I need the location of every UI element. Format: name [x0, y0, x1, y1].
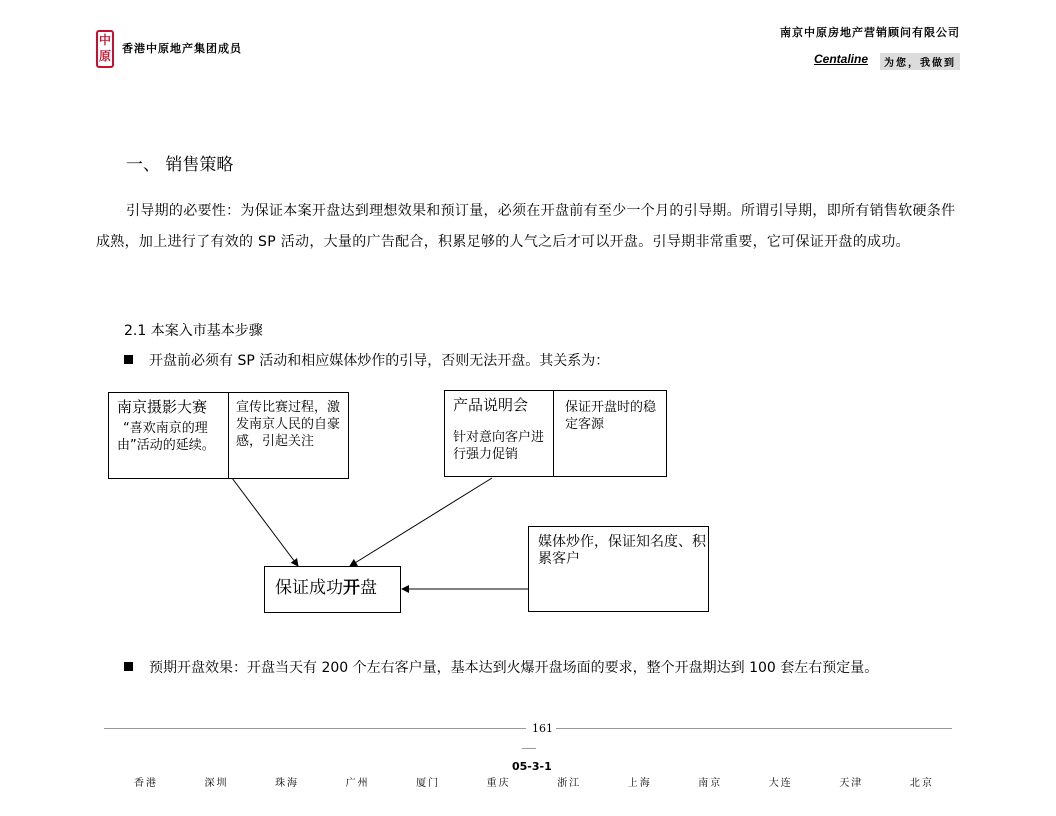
target-text-a: 保证成功 — [275, 578, 343, 598]
city: 南京 — [698, 778, 723, 789]
city: 浙江 — [557, 778, 582, 789]
target-text — [275, 578, 377, 598]
city: 北京 — [909, 778, 934, 789]
footer-cities — [134, 774, 934, 789]
diagram-box-media — [528, 526, 709, 612]
diagram-box-product-launch — [444, 390, 667, 477]
box1-sub2: 由”活动的延续。 — [117, 438, 215, 453]
box1-right: 宣传比赛过程，激发南京人民的自豪感，引起关注 — [236, 400, 341, 449]
target-text-b: 开 — [343, 578, 360, 598]
city: 珠海 — [275, 778, 300, 789]
subsection-title: 2.1 本案入市基本步骤 — [124, 323, 263, 339]
city: 厦门 — [416, 778, 441, 789]
box1-divider — [228, 393, 229, 478]
city: 大连 — [768, 778, 793, 789]
box2-sub: 针对意向客户进行强力促销 — [453, 430, 545, 462]
brand-name: Centaline — [813, 52, 868, 66]
page-dash — [522, 748, 536, 749]
box3-text: 媒体炒作，保证知名度、积累客户 — [538, 534, 706, 567]
box2-divider — [553, 391, 554, 476]
bullet-text-1: 开盘前必须有 SP 活动和相应媒体炒作的引导，否则无法开盘。其关系为： — [149, 353, 610, 369]
city: 天津 — [839, 778, 864, 789]
city: 上海 — [627, 778, 652, 789]
box2-title: 产品说明会 — [453, 396, 529, 414]
footer-line-left — [104, 728, 526, 729]
city: 深圳 — [204, 778, 229, 789]
logo-char-top: 中 — [98, 33, 111, 47]
bullet-square-icon — [124, 662, 133, 671]
arrow-from-box1 — [232, 478, 298, 566]
city: 广州 — [345, 778, 370, 789]
company-name: 南京中原房地产营销顾问有限公司 — [780, 26, 960, 39]
box1-title: 南京摄影大赛 — [117, 398, 208, 416]
footer-line-right — [556, 728, 952, 729]
city: 香港 — [134, 778, 158, 789]
logo-text: 香港中原地产集团成员 — [122, 42, 242, 55]
arrow-from-box2 — [350, 478, 492, 566]
logo-char-bottom: 原 — [98, 49, 111, 63]
city: 重庆 — [486, 778, 511, 789]
section-title: 一、 销售策略 — [126, 155, 234, 175]
slogan: 为您，我做到 — [880, 53, 960, 70]
target-text-c: 盘 — [360, 578, 377, 598]
footer-date: 05-3-1 — [512, 760, 552, 773]
page-number: 161 — [532, 722, 553, 735]
box1-sub1: “喜欢南京的理 — [123, 421, 208, 436]
box2-right: 保证开盘时的稳定客源 — [565, 400, 657, 432]
bullet-text-2: 预期开盘效果：开盘当天有 200 个左右客户量，基本达到火爆开盘场面的要求，整个开盘期达到 100 套左右预定量。 — [149, 660, 879, 676]
section-paragraph: 引导期的必要性：为保证本案开盘达到理想效果和预订量，必须在开盘前有至少一个月的引导期。所谓引导期，即所有销售软硬条件成熟，加上进行了有效的 SP 活动，大量的广告配合，积累足够的人气之后才可以开盘。引导期非常重要，它可保证开盘的成功。 — [96, 203, 956, 250]
diagram-box-photo-contest — [108, 392, 349, 479]
bullet-item-2 — [124, 657, 878, 677]
diagram-box-target — [264, 566, 401, 613]
